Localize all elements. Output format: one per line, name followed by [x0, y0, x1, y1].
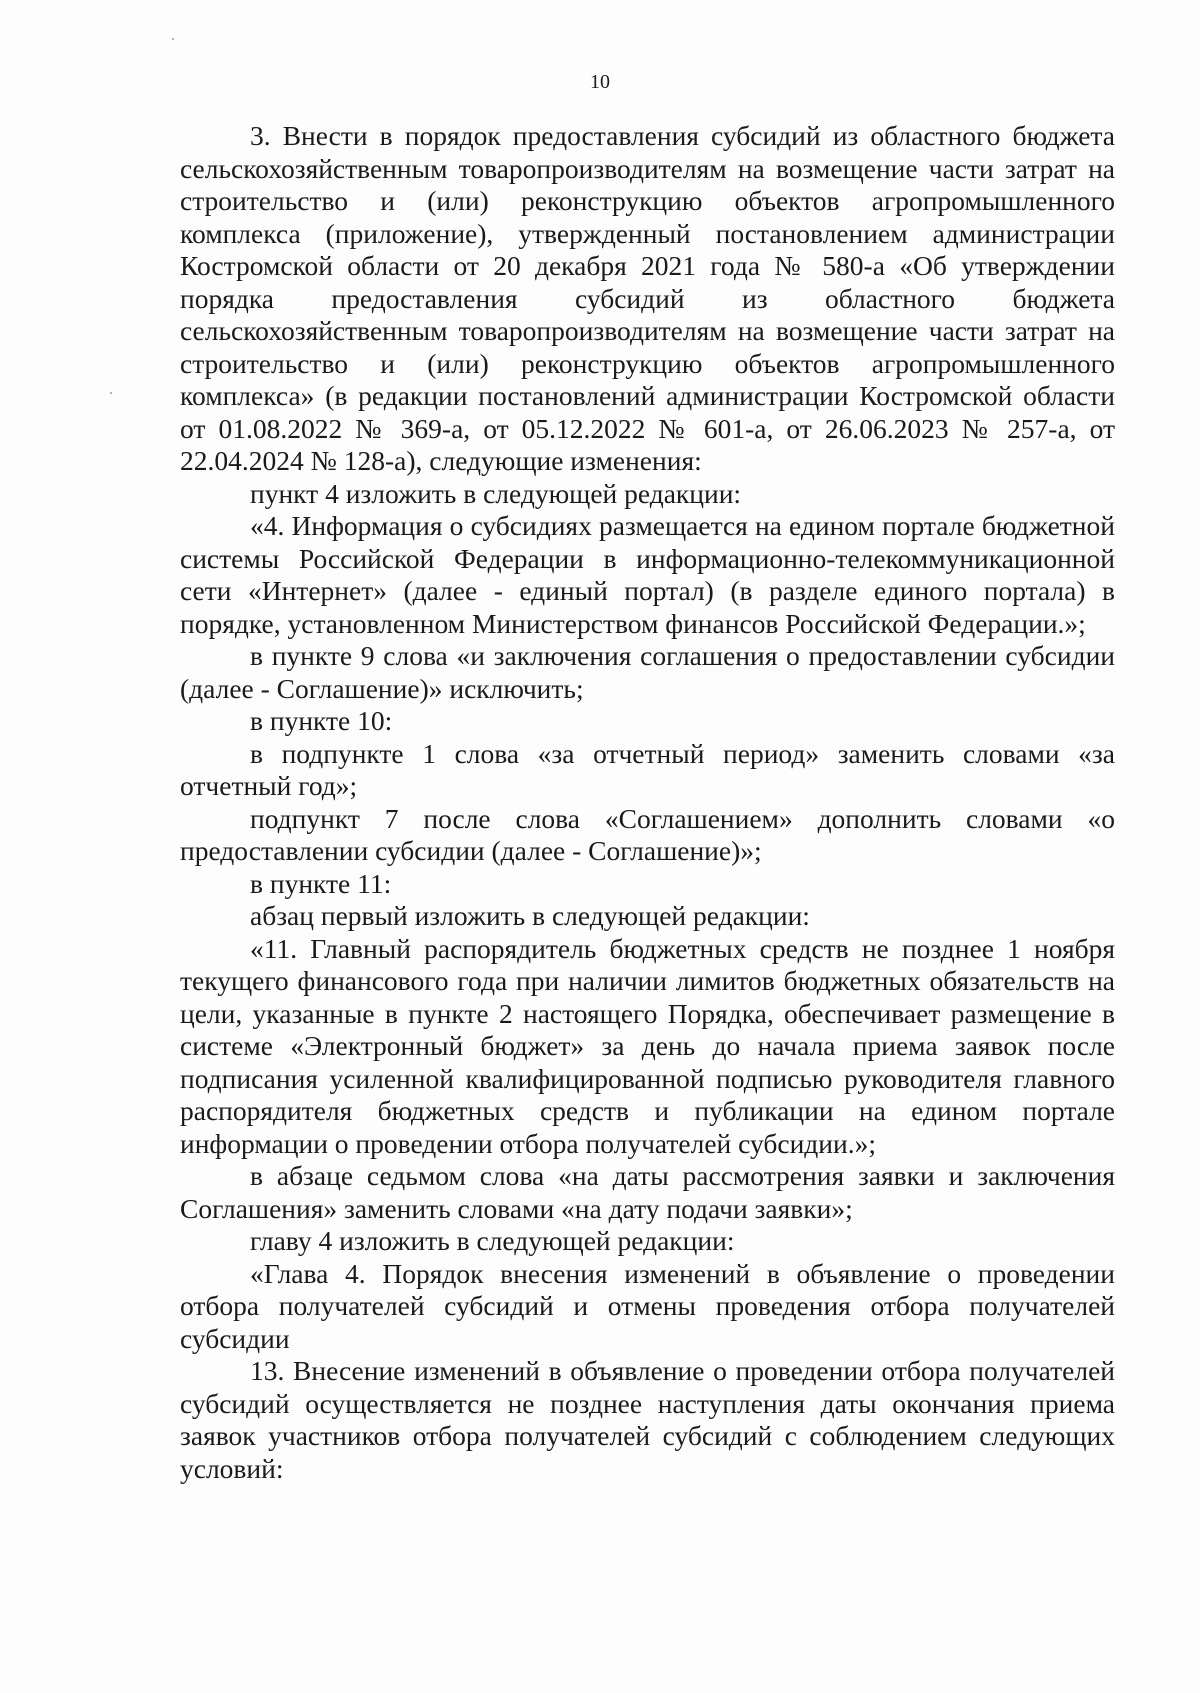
paragraph: «Глава 4. Порядок внесения изменений в объявление о проведении отбора получателей субсидий и отмены проведения отбора получателей субсидии: [180, 1257, 1115, 1354]
paragraph: пункт 4 изложить в следующей редакции:: [250, 477, 742, 509]
paragraph: в подпункте 1 слова «за отчетный период» заменить словами «за отчетный год»;: [180, 737, 1115, 801]
paragraph: подпункт 7 после слова «Соглашением» дополнить словами «о предоставлении субсидии (далее - Соглашение)»;: [180, 802, 1115, 866]
paragraph: 13. Внесение изменений в объявление о проведении отбора получателей субсидий осуществляется не позднее наступления даты окончания приема заявок участников отбора получателей субсидий с соблюдением следующих условий:: [180, 1355, 1115, 1484]
paragraph: «4. Информация о субсидиях размещается на едином портале бюджетной системы Российской Федерации в информационно-телекоммуникационной сети «Интернет» (далее - единый портал) (в разделе единого портала) в порядке, установленном Министерством финансов Российской Федерации.»;: [180, 510, 1115, 639]
paragraph: в пункте 10:: [250, 705, 393, 736]
scan-speck: [110, 392, 112, 394]
paragraph: 3. Внести в порядок предоставления субсидий из областного бюджета сельскохозяйственным товаропроизводителям на возмещение части затрат на строительство и (или) реконструкцию объектов агропромышленного комплекса (приложение), утвержденный постановлением администрации Костромской области от 20 декабря 2021 года № 580-а «Об утверждении порядка предоставления субсидий из областного бюджета сельскохозяйственным товаропроизводителям на возмещение части затрат на строительство и (или) реконструкцию объектов агропромышленного комплекса» (в редакции постановлений администрации Костромской области от 01.08.2022 № 369-а, от 05.12.2022 № 601-а, от 26.06.2023 № 257-а, от 22.04.2024 № 128-а), следующие изменения:: [180, 120, 1115, 476]
paragraph: абзац первый изложить в следующей редакции:: [250, 900, 810, 931]
paragraph: в пункте 11:: [250, 867, 392, 899]
scan-speck: [172, 38, 174, 40]
paragraph: «11. Главный распорядитель бюджетных средств не позднее 1 ноября текущего финансового года при наличии лимитов бюджетных обязательств на цели, указанные в пункте 2 настоящего Порядка, обеспечивает размещение в системе «Электронный бюджет» за день до начала приема заявок после подписания усиленной квалифицированной подписью руководителя главного распорядителя бюджетных средств и публикации на едином портале информации о проведении отбора получателей субсидии.»;: [180, 932, 1115, 1159]
paragraph: главу 4 изложить в следующей редакции:: [250, 1225, 735, 1256]
page-number: 10: [590, 71, 610, 93]
paragraph: в абзаце седьмом слова «на даты рассмотрения заявки и заключения Соглашения» заменить словами «на дату подачи заявки»;: [180, 1160, 1115, 1224]
paragraph: в пункте 9 слова «и заключения соглашения о предоставлении субсидии (далее - Соглашение)» исключить;: [180, 640, 1115, 704]
document-body: [180, 120, 1115, 1485]
